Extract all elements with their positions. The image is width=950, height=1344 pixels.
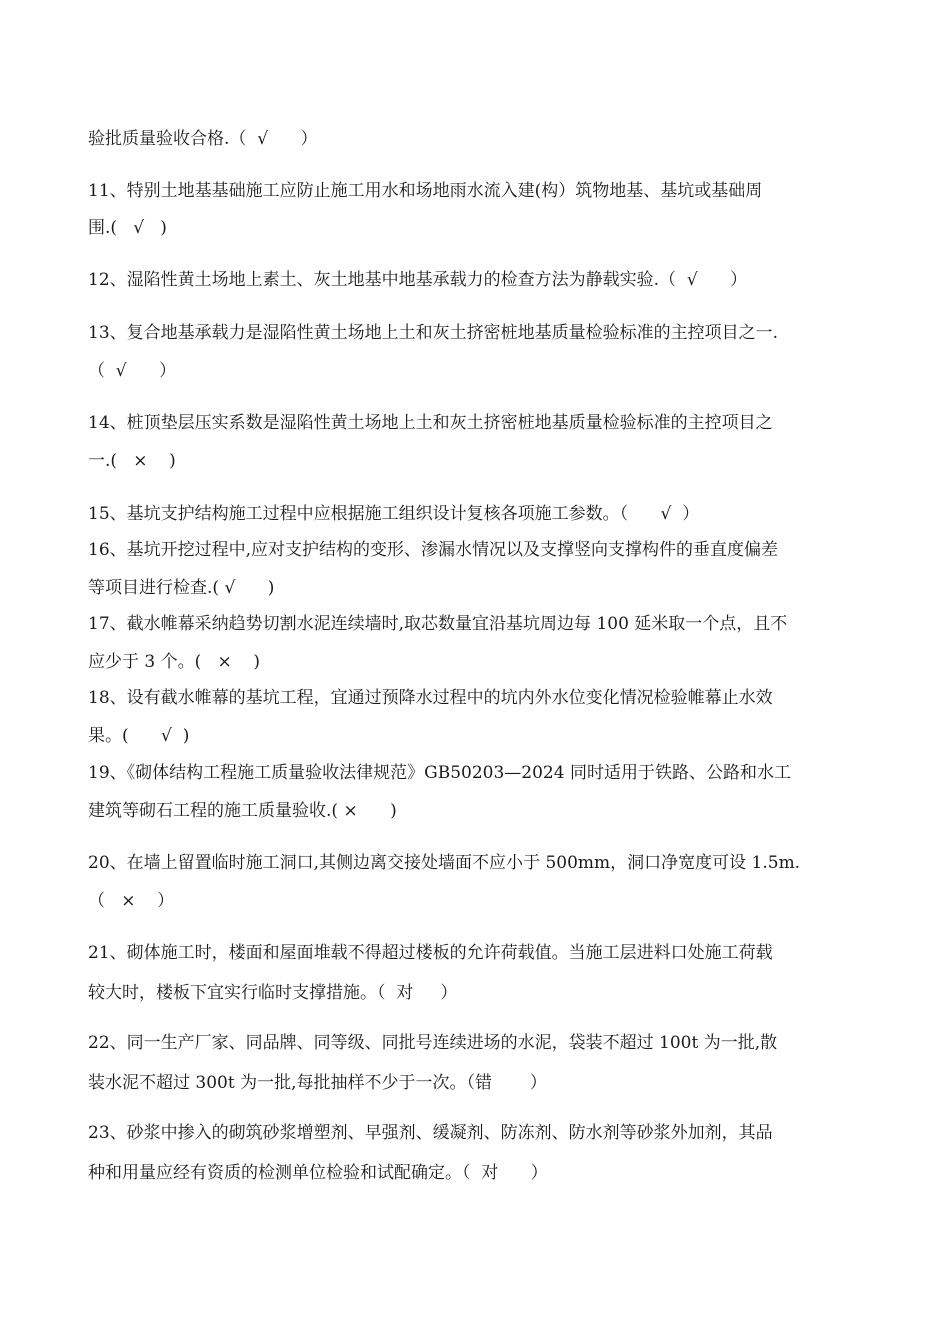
text-line: 16、基坑开挖过程中,应对支护结构的变形、渗漏水情况以及支撑竖向支撑构件的垂直度偏差 [88, 540, 779, 560]
text-line: 20、在墙上留置临时施工洞口,其侧边离交接处墙面不应小于 500mm，洞口净宽度可设 1.5m. [88, 853, 801, 873]
text-line: 果。( √ ) [88, 726, 190, 746]
text-line: 23、砂浆中掺入的砌筑砂浆增塑剂、早强剂、缓凝剂、防冻剂、防水剂等砂浆外加剂，其品 [88, 1123, 773, 1143]
text-line: 15、基坑支护结构施工过程中应根据施工组织设计复核各项施工参数。（ √ ） [88, 504, 700, 524]
text-line: 21、砌体施工时，楼面和屋面堆载不得超过楼板的允许荷载值。当施工层进料口处施工荷载 [88, 943, 773, 963]
text-line: 19、《砌体结构工程施工质量验收法律规范》GB50203—2024 同时适用于铁路、公路和水工 [88, 763, 791, 783]
text-line: 围.( √ ) [88, 218, 167, 238]
text-line: 验批质量验收合格.（ √ ） [88, 129, 318, 149]
text-line: 12、湿陷性黄土场地上素土、灰土地基中地基承载力的检查方法为静载实验.（ √ ） [88, 270, 748, 290]
text-line: 较大时，楼板下宜实行临时支撑措施。（ 对 ） [88, 983, 458, 1003]
text-line: 种和用量应经有资质的检测单位检验和试配确定。（ 对 ） [88, 1163, 548, 1183]
text-line: 18、设有截水帷幕的基坑工程，宜通过预降水过程中的坑内外水位变化情况检验帷幕止水效 [88, 688, 773, 708]
text-line: 建筑等砌石工程的施工质量验收.( × ) [88, 801, 397, 821]
text-line: 11、特别土地基基础施工应防止施工用水和场地雨水流入建(构）筑物地基、基坑或基础周 [88, 181, 763, 201]
text-line: （ √ ） [88, 361, 177, 381]
text-line: 17、截水帷幕采纳趋势切割水泥连续墙时,取芯数量宜沿基坑周边每 100 延米取一个点，且不 [88, 614, 788, 634]
text-line: （ × ） [88, 891, 175, 911]
text-line: 22、同一生产厂家、同品牌、同等级、同批号连续进场的水泥，袋装不超过 100t 为一批,散 [88, 1033, 778, 1053]
text-line: 14、桩顶垫层压实系数是湿陷性黄土场地上土和灰土挤密桩地基质量检验标准的主控项目之 [88, 413, 773, 433]
text-line: 应少于 3 个。( × ) [88, 652, 260, 672]
text-line: 13、复合地基承载力是湿陷性黄土场地上土和灰土挤密桩地基质量检验标准的主控项目之一. [88, 323, 779, 343]
text-line: 等项目进行检查.( √ ) [88, 578, 275, 598]
text-line: 装水泥不超过 300t 为一批,每批抽样不少于一次。（错 ） [88, 1073, 547, 1093]
text-line: 一.( × ) [88, 451, 176, 471]
